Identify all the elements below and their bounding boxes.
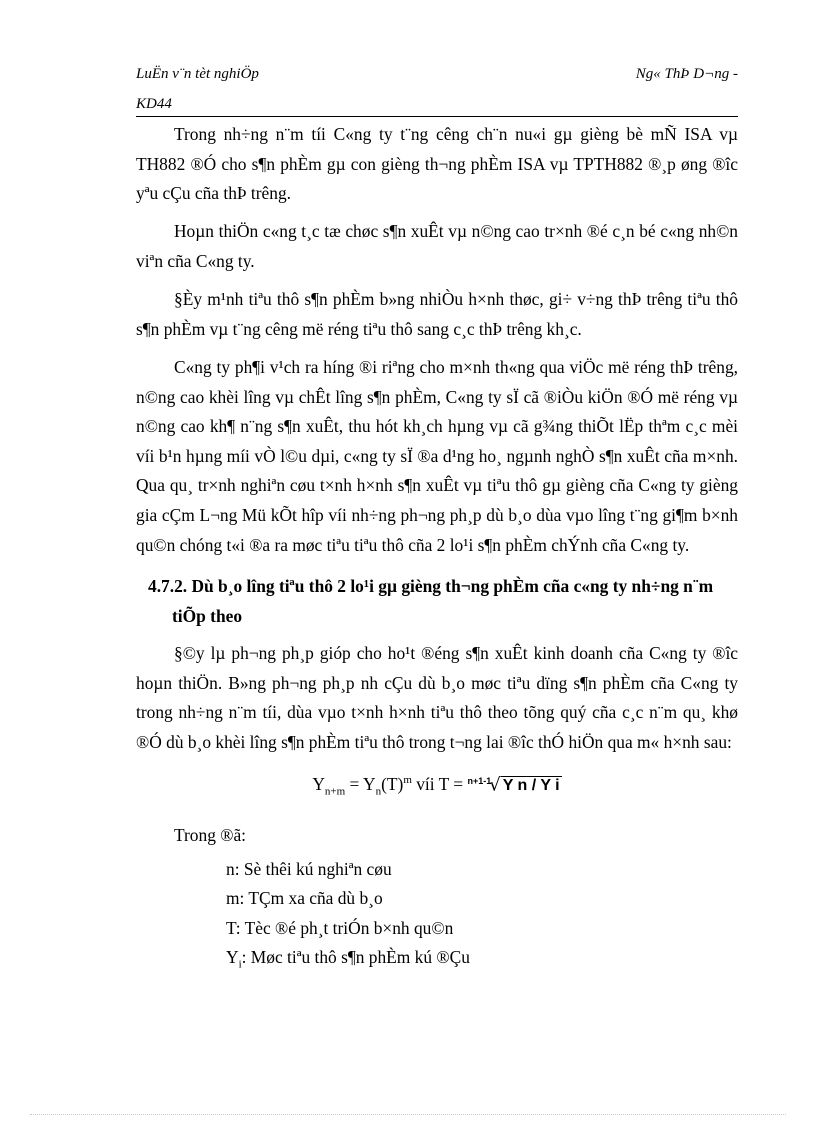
definition-term: n <box>226 858 235 879</box>
header-right: Ng« ThÞ D¬ng - <box>635 66 738 82</box>
formula-root <box>467 767 561 801</box>
formula-eq-sub: n <box>375 785 382 798</box>
paragraph-1: Trong nh÷ng n¨m tíi C«ng ty t¨ng cêng ch¨n nu«i gµ gièng bè mÑ ISA vµ TH882 ®Ó cho s¶n phÈm gµ con gièng th¬ng phÈm ISA vµ TPTH882 ®¸p øng ®îc yªu cÇu cña thÞ trêng. <box>136 124 738 204</box>
definition-m <box>226 884 738 914</box>
formula-sup: m <box>403 774 412 787</box>
formula-paren: (T) <box>381 774 404 795</box>
page-content <box>136 120 738 981</box>
formula-eq: = Y <box>345 774 376 795</box>
definition-term: Y <box>226 947 239 968</box>
definition-text: : Møc tiªu thô s¶n phÈm kú ®Çu <box>241 947 470 968</box>
section-heading: 4.7.2. Dù b¸o lîng tiªu thô 2 lo¹i gµ gièng th¬ng phÈm cña c«ng ty nh÷ng n¨m tiÕp theo <box>148 576 714 626</box>
header-left-line2: KD44 <box>136 96 172 112</box>
header-rule <box>136 116 738 117</box>
formula <box>136 766 738 807</box>
formula-lhs: Y <box>312 774 325 795</box>
definition-t <box>226 914 738 944</box>
definition-sub: i <box>238 958 242 971</box>
definition-text: : TÇm xa cña dù b¸o <box>239 888 383 909</box>
where-label: Trong ®ã: <box>174 825 246 846</box>
definition-text: : Sè thêi kú nghiªn cøu <box>234 858 392 879</box>
page-bottom-border <box>30 1114 786 1115</box>
formula-tail: víi T = <box>411 774 468 795</box>
paragraph-2: Hoµn thiÖn c«ng t¸c tæ chøc s¶n xuÊt vµ n©ng cao tr×nh ®é c¸n bé c«ng nh©n viªn cña C«ng ty. <box>136 221 738 271</box>
definition-n <box>226 855 738 885</box>
definition-term: T <box>226 917 236 938</box>
paragraph-3: §Èy m¹nh tiªu thô s¶n phÈm b»ng nhiÒu h×nh thøc, gi÷ v÷ng thÞ trêng tiªu thô s¶n phÈm vµ t¨ng cêng më réng tiªu thô sang c¸c thÞ trêng kh¸c. <box>136 289 738 339</box>
radical-icon: √ <box>489 774 501 796</box>
paragraph-4: C«ng ty ph¶i v¹ch ra híng ®i riªng cho m×nh th«ng qua viÖc më réng thÞ trêng, n©ng cao khèi lîng vµ chÊt lîng s¶n phÈm, C«ng ty sÏ cã ®iÒu kiÖn ®Ó më réng vµ n©ng cao kh¶ n¨ng s¶n xuÊt, thu hót kh¸ch hµng vµ cã g¾ng thiÕt lËp thªm c¸c mèi víi b¹n hµng míi vÒ l©u dµi, c«ng ty sÏ ®a d¹ng ho¸ ngµnh nghÒ s¶n xuÊt cña m×nh. Qua qu¸ tr×nh nghiªn cøu t×nh h×nh s¶n xuÊt vµ tiªu thô gµ gièng cña C«ng ty gièng gia cÇm L¬ng Mü kÕt hîp víi nh÷ng ph¬ng ph¸p dù b¸o dùa vµo lîng t¨ng gi¶m b×nh qu©n chóng t«i ®a ra møc tiªu tiªu thô cña 2 lo¹i s¶n phÈm chÝnh cña C«ng ty. <box>136 356 738 555</box>
definition-yi <box>226 943 738 980</box>
paragraph-5: §©y lµ ph¬ng ph¸p gióp cho ho¹t ®éng s¶n xuÊt kinh doanh cña C«ng ty ®îc hoµn thiÖn. B»ng ph¬ng ph¸p nh cÇu dù b¸o møc tiªu dïng s¶n phÈm cña C«ng ty trong nh÷ng n¨m tíi, dùa vµo t×nh h×nh tiªu thô theo tõng quý cña c¸c n¨m qu¸ khø ®Ó dù b¸o khèi lîng s¶n phÈm tiªu thô trong t¬ng lai ®îc thÓ hiÖn qua m« h×nh sau: <box>136 643 738 753</box>
formula-root-index: n+1-1 <box>467 775 492 786</box>
definition-text: : Tèc ®é ph¸t triÓn b×nh qu©n <box>235 917 454 938</box>
definition-term: m <box>226 888 240 909</box>
formula-root-body: Y n / Y i <box>502 777 560 795</box>
formula-lhs-sub: n+m <box>324 785 346 798</box>
header-left: LuËn v¨n tèt nghiÖp <box>136 66 259 82</box>
